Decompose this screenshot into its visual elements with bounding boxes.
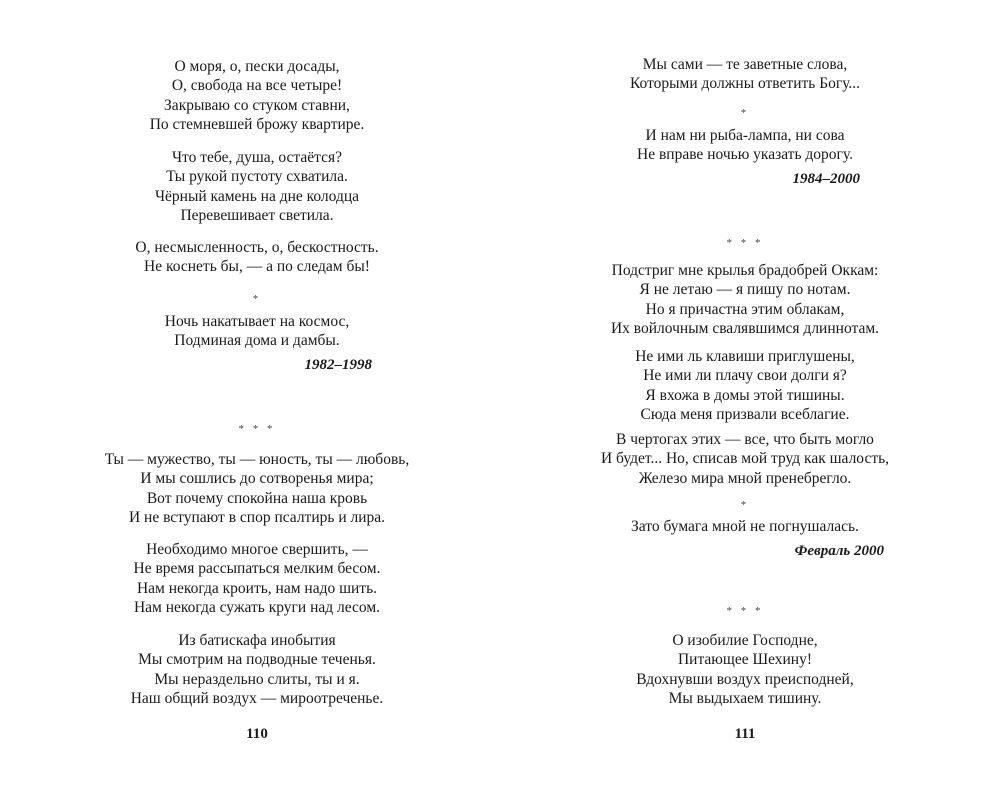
- poem-line: Ты рукой пустоту схватила.: [166, 168, 348, 186]
- poem-line: Что тебе, душа, остаётся?: [171, 149, 343, 166]
- poem-line: Вдохнувши воздух преисподней,: [636, 670, 854, 688]
- poem-line: Которыми должны ответить Богу...: [629, 75, 861, 93]
- poem-line: Подстриг мне крылья брадобрей Оккам:: [611, 262, 879, 279]
- poem-line: Из батискафа инобытия: [178, 632, 336, 649]
- page-number: 111: [734, 726, 756, 742]
- stanza: [57, 450, 457, 527]
- poem-line: Ночь накатывает на космос,: [164, 313, 350, 330]
- poem-line: О моря, о, пески досады,: [174, 58, 340, 75]
- poem-line: Мы выдыхаем тишину.: [668, 689, 822, 707]
- poem-line: По стемневшей брожу квартире.: [149, 115, 365, 133]
- poem-line: О изобилие Господне,: [672, 632, 818, 649]
- poem-line: Закрываю со стуком ставни,: [164, 96, 350, 114]
- poem-date: Февраль 2000: [794, 543, 884, 559]
- stanza: [545, 631, 945, 708]
- poem-line: Железо мира мной пренебрегло.: [638, 469, 852, 487]
- poem-line: Мы нераздельно слиты, ты и я.: [154, 670, 360, 688]
- section-divider-asterism: * * *: [726, 605, 764, 617]
- poem-line: Зато бумага мной не погнушалась.: [631, 518, 859, 535]
- stanza: [545, 347, 945, 424]
- poem-line: Наш общий воздух — мироотреченье.: [130, 689, 384, 707]
- stanza: [545, 430, 945, 488]
- poem-line: Необходимо многое свершить, —: [146, 541, 368, 558]
- section-divider-star: *: [740, 107, 750, 119]
- section-divider-star: *: [252, 293, 262, 305]
- poem-line: Нам некогда сужать круги над лесом.: [133, 598, 381, 616]
- poem-line: И мы сошлись до сотворенья мира;: [140, 470, 374, 488]
- poem-line: И не вступают в спор псалтирь и лира.: [128, 508, 386, 526]
- poem-line: Но я причастна этим облакам,: [645, 300, 845, 318]
- stanza: [545, 261, 945, 338]
- section-divider-star: *: [740, 499, 750, 511]
- stanza: [57, 57, 457, 134]
- stanza: [545, 55, 945, 94]
- page-number: 110: [246, 726, 268, 742]
- poem-line: Перевешивает светила.: [180, 206, 334, 224]
- stanza: [57, 238, 457, 277]
- poem-line: О, несмысленность, о, бескостность.: [135, 239, 379, 256]
- poem-line: Не вправе ночью указать дорогу.: [637, 146, 853, 164]
- poem-line: Сюда меня призвали всеблагие.: [640, 405, 850, 423]
- poem-line: Чёрный камень на дне колодца: [154, 187, 360, 205]
- poem-line: Нам некогда кроить, нам надо шить.: [136, 579, 378, 597]
- poem-date: 1982–1998: [304, 357, 372, 373]
- poem-line: Не ими ли плачу свои долги я?: [643, 367, 847, 385]
- poem-line: Мы смотрим на подводные теченья.: [138, 651, 376, 669]
- poem-line: Мы сами — те заветные слова,: [642, 56, 848, 73]
- poem-line: И будет... Но, списав мой труд как шалость,: [600, 450, 890, 468]
- poem-line: Питающее Шехину!: [677, 651, 813, 669]
- poem-line: Ты — мужество, ты — юность, ты — любовь,: [104, 451, 410, 468]
- section-divider-asterism: * * *: [726, 237, 764, 249]
- poem-line: Подминая дома и дамбы.: [174, 332, 340, 350]
- stanza: [545, 517, 945, 536]
- poem-line: И нам ни рыба-лампа, ни сова: [645, 127, 845, 144]
- stanza: [57, 148, 457, 225]
- poem-date: 1984–2000: [792, 171, 860, 187]
- poem-line: О, свобода на все четыре!: [171, 77, 343, 95]
- stanza: [57, 540, 457, 617]
- poem-line: Их войлочным свалявшимся длиннотам.: [610, 319, 880, 337]
- right-page: [500, 0, 1000, 800]
- poem-line: Не время рассыпаться мелким бесом.: [133, 560, 381, 578]
- poem-line: Я вхожа в домы этой тишины.: [645, 386, 845, 404]
- poem-line: Я не летаю — я пишу по нотам.: [639, 281, 851, 299]
- poem-line: Вот почему спокойна наша кровь: [146, 489, 368, 507]
- stanza: [57, 312, 457, 351]
- stanza: [545, 126, 945, 165]
- stanza: [57, 631, 457, 708]
- poem-line: В чертогах этих — все, что быть могло: [616, 431, 874, 448]
- poem-line: Не коснеть бы, — а по следам бы!: [144, 258, 370, 276]
- poem-line: Не ими ль клавиши приглушены,: [635, 348, 855, 365]
- section-divider-asterism: * * *: [238, 423, 276, 435]
